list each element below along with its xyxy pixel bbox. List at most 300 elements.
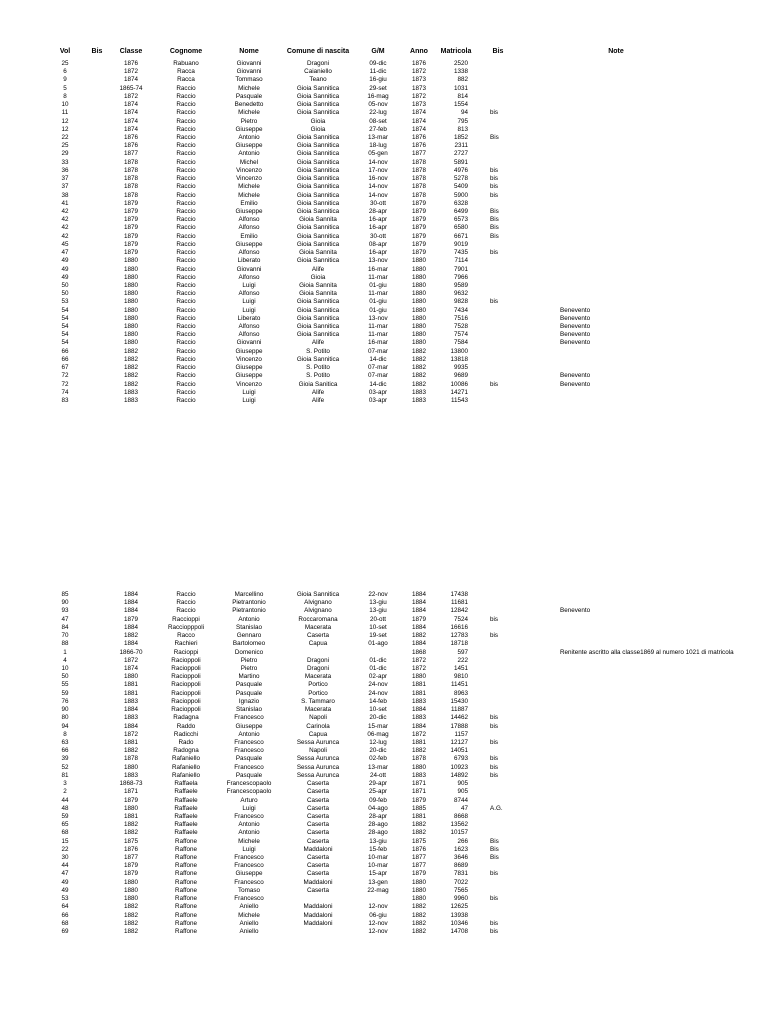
cell-nome: Francesco	[234, 714, 264, 722]
cell-anno: 1872	[411, 656, 426, 664]
cell-matricola: 10157	[450, 829, 468, 837]
cell-gm: 10-set	[369, 706, 387, 714]
cell-cognome: Raccio	[176, 323, 196, 331]
cell-anno: 1885	[411, 804, 426, 812]
cell-matricola: 882	[457, 76, 468, 84]
cell-comune-di-nascita: Gioia Sannitica	[296, 133, 340, 141]
cell-note: Benevento	[560, 314, 591, 322]
cell-matricola: 17888	[450, 722, 468, 730]
table-row	[0, 755, 768, 763]
cell-comune-di-nascita: Caserta	[306, 788, 330, 796]
cell-gm: 14-nov	[368, 183, 388, 191]
cell-vol: 53	[61, 895, 69, 903]
cell-classe: 1876	[123, 142, 138, 150]
cell-classe: 1868-73	[119, 780, 143, 788]
cell-comune-di-nascita: Alife	[311, 339, 325, 347]
cell-nome: Michele	[238, 109, 260, 117]
cell-matricola: 7022	[453, 878, 468, 886]
cell-gm: 07-mar	[368, 372, 388, 380]
cell-matricola: 9810	[453, 673, 468, 681]
cell-cognome: Raffaele	[174, 788, 198, 796]
cell-vol: 22	[61, 845, 69, 853]
cell-gm: 13-mar	[368, 133, 388, 141]
cell-comune-di-nascita: Dragoni	[306, 60, 330, 67]
cell-gm: 13-gen	[368, 878, 388, 886]
cell-nome: Aniello	[239, 919, 259, 927]
table-row	[0, 274, 768, 282]
cell-classe: 1877	[123, 854, 138, 862]
cell-comune-di-nascita: Alvignano	[304, 607, 332, 615]
cell-gm: 01-ago	[368, 640, 388, 648]
cell-nome: Pietro	[240, 656, 258, 664]
cell-classe: 1876	[123, 845, 138, 853]
cell-nome: Michele	[238, 183, 260, 191]
cell-nome: Francesco	[234, 747, 264, 755]
cell-cognome: Raccio	[176, 265, 196, 273]
cell-nome: Alfonso	[238, 249, 260, 257]
cell-cognome: Rado	[178, 738, 194, 746]
cell-classe: 1880	[123, 290, 138, 298]
table-row	[0, 772, 768, 780]
table-row	[0, 632, 768, 640]
cell-vol: 42	[61, 216, 69, 224]
cell-anno: 1873	[411, 76, 426, 84]
table-row	[0, 315, 768, 323]
table-row	[0, 348, 768, 356]
cell-gm: 16-nov	[368, 175, 388, 183]
cell-vol: 72	[61, 380, 69, 388]
cell-comune-di-nascita: Gioia Sannitica	[296, 257, 340, 265]
cell-bis-right: Bis	[490, 845, 499, 853]
cell-classe: 1881	[123, 738, 138, 746]
cell-nome: Alfonso	[238, 323, 260, 331]
cell-note: Benevento	[560, 339, 591, 347]
cell-comune-di-nascita: Gioia Sannitica	[296, 298, 340, 306]
cell-anno: 1880	[411, 323, 426, 331]
cell-gm: 13-giu	[369, 607, 387, 615]
table-row	[0, 673, 768, 681]
cell-bis-right: A.G.	[490, 804, 503, 812]
cell-cognome: Raccio	[176, 257, 196, 265]
cell-anno: 1876	[411, 845, 426, 853]
table-row	[0, 862, 768, 870]
cell-gm: 22-mag	[367, 886, 389, 894]
cell-comune-di-nascita: Caserta	[306, 837, 330, 845]
cell-classe: 1866-70	[119, 648, 143, 656]
cell-classe: 1880	[123, 886, 138, 894]
cell-comune-di-nascita: Caianiello	[304, 68, 332, 76]
cell-classe: 1881	[123, 812, 138, 820]
table-row	[0, 599, 768, 607]
cell-nome: Benedetto	[234, 101, 264, 109]
cell-nome: Giuseppe	[235, 240, 263, 248]
table-row	[0, 109, 768, 117]
cell-classe: 1880	[123, 257, 138, 265]
cell-matricola: 7528	[453, 323, 468, 331]
cell-anno: 1879	[411, 249, 426, 257]
cell-classe: 1878	[123, 175, 138, 183]
cell-classe: 1884	[123, 640, 138, 648]
cell-gm: 06-mag	[367, 730, 389, 738]
cell-bis-right: bis	[490, 919, 499, 927]
table-row	[0, 698, 768, 706]
cell-comune-di-nascita: Macerata	[304, 673, 332, 681]
cell-nome: Aniello	[239, 903, 259, 911]
cell-comune-di-nascita: Gioia Sannitica	[296, 314, 340, 322]
cell-comune-di-nascita: Gioia Sannitica	[296, 224, 340, 232]
cell-anno: 1874	[411, 117, 426, 125]
cell-cognome: Raccio	[176, 607, 196, 615]
cell-anno: 1880	[411, 886, 426, 894]
cell-anno: 1868	[411, 648, 426, 656]
cell-cognome: Raccio	[176, 199, 196, 207]
table-row	[0, 649, 768, 657]
table-row	[0, 85, 768, 93]
cell-gm: 15-apr	[368, 870, 388, 878]
cell-nome: Vincenzo	[236, 355, 262, 363]
table-row	[0, 372, 768, 380]
cell-classe: 1880	[123, 306, 138, 314]
cell-gm: 10-mar	[368, 854, 388, 862]
cell-nome: Pietrantonio	[232, 599, 266, 607]
cell-vol: 42	[61, 232, 69, 240]
cell-nome: Alfonso	[238, 216, 260, 224]
cell-bis-right: Bis	[490, 837, 499, 845]
cell-classe: 1883	[123, 397, 138, 405]
cell-vol: 83	[61, 397, 69, 405]
cell-cognome: Raffone	[175, 911, 197, 919]
cell-anno: 1871	[411, 788, 426, 796]
cell-nome: Francesco	[234, 812, 264, 820]
cell-vol: 10	[61, 664, 69, 672]
cell-gm: 08-set	[369, 117, 387, 125]
cell-gm: 27-feb	[369, 125, 387, 133]
cell-cognome: Radogna	[173, 747, 199, 755]
cell-cognome: Raffaele	[174, 804, 198, 812]
cell-cognome: Raccio	[176, 92, 196, 100]
cell-classe: 1879	[123, 249, 138, 257]
cell-anno: 1881	[411, 681, 426, 689]
cell-matricola: 813	[457, 125, 468, 133]
cell-matricola: 8744	[453, 796, 468, 804]
cell-vol: 49	[61, 273, 69, 281]
cell-vol: 67	[61, 364, 69, 372]
cell-vol: 63	[61, 738, 69, 746]
cell-matricola: 13938	[450, 911, 468, 919]
cell-classe: 1872	[123, 730, 138, 738]
table-row	[0, 838, 768, 846]
cell-comune-di-nascita: Sessa Aurunca	[296, 738, 340, 746]
cell-cognome: Racca	[177, 68, 195, 76]
table-row	[0, 870, 768, 878]
cell-nome: Domenico	[234, 648, 264, 656]
cell-classe: 1879	[123, 207, 138, 215]
cell-anno: 1877	[411, 862, 426, 870]
cell-gm: 13-giu	[369, 599, 387, 607]
cell-vol: 8	[63, 92, 67, 100]
cell-anno: 1884	[411, 599, 426, 607]
cell-anno: 1882	[411, 364, 426, 372]
table-row	[0, 307, 768, 315]
cell-cognome: Rafaniello	[171, 771, 200, 779]
column-header-gm: G/M	[371, 48, 385, 55]
cell-classe: 1883	[123, 714, 138, 722]
cell-anno: 1881	[411, 689, 426, 697]
cell-gm: 16-mag	[367, 92, 389, 100]
cell-classe: 1882	[123, 919, 138, 927]
cell-cognome: Raccio	[176, 207, 196, 215]
cell-gm: 03-apr	[368, 388, 388, 396]
cell-comune-di-nascita: Carinola	[306, 722, 330, 730]
cell-matricola: 5891	[453, 158, 468, 166]
table-row	[0, 714, 768, 722]
cell-anno: 1882	[411, 632, 426, 640]
cell-classe: 1875	[123, 837, 138, 845]
cell-cognome: Raccio	[176, 599, 196, 607]
cell-bis-right: bis	[490, 109, 499, 117]
column-header-matricola: Matricola	[440, 48, 472, 55]
table-row	[0, 241, 768, 249]
cell-anno: 1880	[411, 339, 426, 347]
cell-matricola: 9632	[453, 290, 468, 298]
cell-comune-di-nascita: Gioia Sannita	[299, 290, 337, 298]
cell-matricola: 6573	[453, 216, 468, 224]
cell-gm: 16-apr	[368, 249, 388, 257]
cell-classe: 1874	[123, 125, 138, 133]
cell-classe: 1882	[123, 632, 138, 640]
cell-nome: Giovanni	[236, 339, 262, 347]
cell-anno: 1881	[411, 812, 426, 820]
cell-anno: 1883	[411, 714, 426, 722]
cell-matricola: 6499	[453, 207, 468, 215]
cell-nome: Marcellino	[234, 591, 264, 598]
cell-vol: 59	[61, 689, 69, 697]
cell-cognome: Raccio	[176, 166, 196, 174]
cell-vol: 54	[61, 331, 69, 339]
cell-cognome: Raccio	[176, 339, 196, 347]
table-row	[0, 854, 768, 862]
table-row	[0, 624, 768, 632]
table-row	[0, 233, 768, 241]
cell-comune-di-nascita: Gioia	[310, 117, 326, 125]
cell-cognome: Raccio	[176, 150, 196, 158]
cell-comune-di-nascita: Alife	[311, 265, 325, 273]
cell-comune-di-nascita: Maddaloni	[303, 903, 333, 911]
cell-cognome: Raccio	[176, 380, 196, 388]
cell-matricola: 597	[457, 648, 468, 656]
cell-nome: Antonio	[238, 829, 260, 837]
cell-classe: 1880	[123, 298, 138, 306]
cell-gm: 22-nov	[368, 591, 388, 598]
cell-cognome: Raffone	[175, 870, 197, 878]
cell-anno: 1883	[411, 771, 426, 779]
cell-nome: Ignazio	[238, 697, 260, 705]
cell-vol: 42	[61, 207, 69, 215]
cell-comune-di-nascita: Gioia	[310, 125, 326, 133]
cell-nome: Liberato	[237, 314, 261, 322]
cell-vol: 50	[61, 281, 69, 289]
cell-gm: 12-nov	[368, 903, 388, 911]
cell-matricola: 14271	[450, 388, 468, 396]
cell-matricola: 2311	[454, 142, 468, 150]
table-row	[0, 142, 768, 150]
cell-matricola: 8963	[453, 689, 468, 697]
column-header-classe: Classe	[119, 48, 143, 55]
column-header-vol: Vol	[59, 48, 71, 55]
cell-anno: 1878	[411, 166, 426, 174]
cell-vol: 15	[61, 837, 69, 845]
cell-nome: Antonio	[238, 730, 260, 738]
cell-vol: 44	[61, 796, 69, 804]
cell-anno: 1882	[411, 911, 426, 919]
cell-matricola: 12127	[450, 738, 468, 746]
table-row	[0, 813, 768, 821]
cell-comune-di-nascita: Gioia Sannitica	[296, 207, 340, 215]
cell-note: Benevento	[560, 306, 591, 314]
cell-bis-right: bis	[490, 895, 499, 903]
cell-matricola: 5900	[453, 191, 468, 199]
cell-classe: 1877	[123, 150, 138, 158]
column-header-anno: Anno	[410, 48, 428, 55]
cell-nome: Giuseppe	[235, 125, 263, 133]
cell-matricola: 266	[457, 837, 468, 845]
cell-classe: 1882	[123, 380, 138, 388]
table-row	[0, 175, 768, 183]
cell-anno: 1878	[411, 755, 426, 763]
cell-comune-di-nascita: Macerata	[304, 706, 332, 714]
cell-classe: 1880	[123, 878, 138, 886]
cell-anno: 1879	[411, 870, 426, 878]
cell-vol: 52	[61, 763, 69, 771]
cell-matricola: 10346	[450, 919, 468, 927]
cell-classe: 1879	[123, 232, 138, 240]
cell-bis-right: bis	[490, 380, 499, 388]
cell-classe: 1879	[123, 224, 138, 232]
cell-comune-di-nascita: Sessa Aurunca	[296, 771, 340, 779]
cell-cognome: Raffaele	[174, 821, 198, 829]
cell-matricola: 9960	[453, 895, 468, 903]
cell-vol: 66	[61, 911, 69, 919]
cell-vol: 65	[61, 821, 69, 829]
cell-comune-di-nascita: Alife	[311, 388, 325, 396]
cell-nome: Luigi	[242, 804, 256, 812]
cell-cognome: Racco	[177, 632, 195, 640]
table-row	[0, 780, 768, 788]
cell-vol: 37	[61, 175, 69, 183]
cell-anno: 1881	[411, 738, 426, 746]
cell-nome: Francescopaolo	[226, 788, 272, 796]
table-row	[0, 764, 768, 772]
table-row	[0, 356, 768, 364]
cell-matricola: 13800	[450, 347, 468, 355]
cell-cognome: Raccio	[176, 101, 196, 109]
cell-bis-right: bis	[490, 183, 499, 191]
cell-comune-di-nascita: Dragoni	[306, 656, 330, 664]
cell-vol: 59	[61, 812, 69, 820]
cell-cognome: Raccio	[176, 183, 196, 191]
cell-classe: 1878	[123, 166, 138, 174]
cell-vol: 8	[63, 730, 67, 738]
cell-anno: 1879	[411, 240, 426, 248]
table-row	[0, 690, 768, 698]
cell-classe: 1878	[123, 191, 138, 199]
cell-classe: 1882	[123, 829, 138, 837]
cell-cognome: Raffaele	[174, 829, 198, 837]
cell-comune-di-nascita: Gioia Sannitica	[296, 84, 340, 92]
column-header-bis-right: Bis	[492, 48, 504, 55]
cell-bis-right: bis	[490, 738, 499, 746]
cell-nome: Pasquale	[235, 681, 263, 689]
cell-comune-di-nascita: Alvignano	[304, 599, 332, 607]
cell-gm: 13-mar	[368, 763, 388, 771]
cell-cognome: Raffaele	[174, 812, 198, 820]
cell-gm: 02-feb	[369, 755, 387, 763]
cell-vol: 93	[61, 607, 69, 615]
table-row	[0, 150, 768, 158]
cell-vol: 48	[61, 804, 69, 812]
cell-cognome: Raccio	[176, 142, 196, 150]
cell-cognome: Raccio	[176, 216, 196, 224]
cell-nome: Vincenzo	[236, 175, 262, 183]
cell-gm: 20-dic	[369, 747, 387, 755]
cell-nome: Giuseppe	[235, 870, 263, 878]
cell-vol: 64	[61, 903, 69, 911]
cell-comune-di-nascita: Gioia Sannitica	[296, 199, 340, 207]
cell-anno: 1880	[411, 878, 426, 886]
table-row	[0, 381, 768, 389]
table-row	[0, 224, 768, 232]
table-row	[0, 167, 768, 175]
cell-bis-right: bis	[490, 249, 499, 257]
cell-comune-di-nascita: Gioia Sannitica	[296, 306, 340, 314]
cell-comune-di-nascita: Gioia Sannita	[299, 216, 337, 224]
cell-vol: 74	[61, 388, 69, 396]
cell-cognome: Rachieri	[174, 640, 198, 648]
cell-gm: 01-giu	[369, 281, 387, 289]
cell-matricola: 11543	[450, 397, 468, 405]
cell-vol: 22	[61, 133, 69, 141]
cell-classe: 1880	[123, 314, 138, 322]
cell-nome: Luigi	[242, 306, 256, 314]
cell-cognome: Raccio	[176, 125, 196, 133]
cell-gm: 12-nov	[368, 919, 388, 927]
table-row	[0, 60, 768, 68]
cell-vol: 38	[61, 191, 69, 199]
cell-classe: 1879	[123, 216, 138, 224]
cell-nome: Michele	[238, 84, 260, 92]
table-row	[0, 747, 768, 755]
table-row	[0, 249, 768, 257]
cell-nome: Giovanni	[236, 68, 262, 76]
cell-matricola: 2520	[453, 60, 468, 67]
cell-anno: 1879	[411, 232, 426, 240]
cell-comune-di-nascita: Caserta	[306, 804, 330, 812]
cell-classe: 1882	[123, 928, 138, 936]
cell-anno: 1875	[411, 837, 426, 845]
cell-bis-right: bis	[490, 870, 499, 878]
cell-nome: Giuseppe	[235, 207, 263, 215]
cell-nome: Gennaro	[236, 632, 262, 640]
cell-classe: 1879	[123, 796, 138, 804]
cell-gm: 22-lug	[369, 109, 387, 117]
cell-comune-di-nascita: Gioia Sannitica	[296, 232, 340, 240]
cell-anno: 1880	[411, 673, 426, 681]
table-row	[0, 706, 768, 714]
table-row	[0, 101, 768, 109]
cell-classe: 1874	[123, 76, 138, 84]
cell-comune-di-nascita: Maddaloni	[303, 919, 333, 927]
table-row	[0, 93, 768, 101]
